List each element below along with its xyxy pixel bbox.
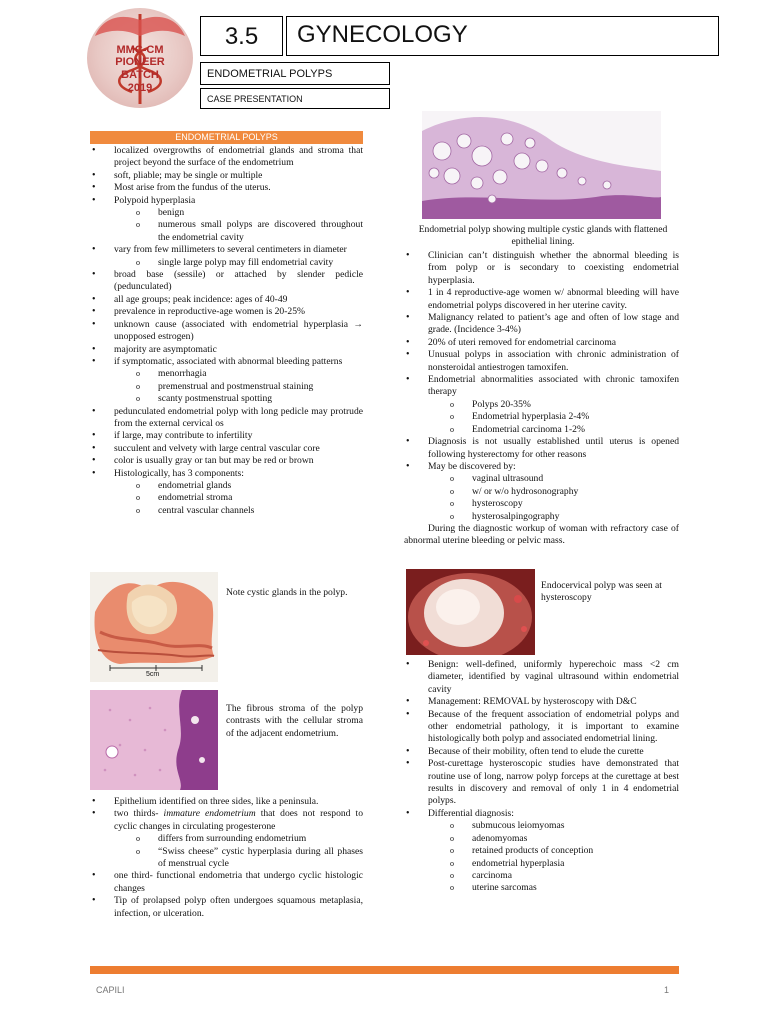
list-item: • Management: REMOVAL by hysteroscopy with D&C <box>404 696 679 708</box>
logo-line-1: MMC-CM <box>116 44 164 56</box>
list-item: • Clinician can’t distinguish whether the abnormal bleeding is from polyp or is secondary to coexisting endometrial hyperplasia. <box>404 250 679 287</box>
topic-title: ENDOMETRIAL POLYPS <box>200 62 390 85</box>
list-item: • Malignancy related to patient’s age and often of low stage and grade. (Incidence 3-4%) <box>404 312 679 337</box>
right-column-bottom <box>404 659 679 895</box>
image-caption: Endometrial polyp showing multiple cystic glands with flattened epithelial lining. <box>418 224 668 248</box>
page-title: GYNECOLOGY <box>286 16 719 56</box>
list-item: • Epithelium identified on three sides, like a peninsula. <box>90 796 363 808</box>
sub-list-item: o benign <box>90 207 363 219</box>
sub-list-item: o carcinoma <box>404 870 679 882</box>
sub-list-item: o retained products of conception <box>404 845 679 857</box>
sub-list-item: o Endometrial hyperplasia 2-4% <box>404 411 679 423</box>
list-item: • soft, pliable; may be single or multiple <box>90 170 363 182</box>
page-number: 1 <box>664 985 670 995</box>
list-item: • if symptomatic, associated with abnormal bleeding patterns <box>90 356 363 368</box>
list-item: • Histologically, has 3 components: <box>90 468 363 480</box>
sub-list-item: o adenomyomas <box>404 833 679 845</box>
section-heading: ENDOMETRIAL POLYPS <box>90 131 363 144</box>
gross-specimen-illustration <box>90 572 218 682</box>
list-item: • localized overgrowths of endometrial glands and stroma that project beyond the surface of the endometrium <box>90 145 363 170</box>
list-item: • pedunculated endometrial polyp with long pedicle may protrude from the external cervical os <box>90 406 363 431</box>
list-item: • succulent and velvety with large central vascular core <box>90 443 363 455</box>
list-item: • prevalence in reproductive-age women is 20-25% <box>90 306 363 318</box>
logo-line-3: BATCH <box>121 69 159 81</box>
logo-line-4: 2019 <box>127 82 153 94</box>
list-item: • Because of their mobility, often tend to elude the curette <box>404 746 679 758</box>
list-item: • May be discovered by: <box>404 461 679 473</box>
list-item: • 20% of uteri removed for endometrial carcinoma <box>404 337 679 349</box>
image-caption: The fibrous stroma of the polyp contrasts with the cellular stroma of the adjacent endometrium. <box>226 703 363 739</box>
list-item: • if large, may contribute to infertility <box>90 430 363 442</box>
batch-logo <box>87 8 193 108</box>
logo-line-2: PIONEER <box>115 56 165 68</box>
list-item: • Post-curettage hysteroscopic studies have demonstrated that routine use of long, narrow polyp forceps at the curettage at best results in discovery and removal of only 1 in 4 endometrial polyps. <box>404 758 679 808</box>
list-item: • Most arise from the fundus of the uterus. <box>90 182 363 194</box>
sub-list-item: o differs from surrounding endometrium <box>90 833 363 845</box>
sub-list-item: o w/ or w/o hydrosonography <box>404 486 679 498</box>
sub-list-item: o Polyps 20-35% <box>404 399 679 411</box>
histology-stroma-image <box>90 690 218 790</box>
immature-endometrium-term: immature endometrium <box>163 808 256 820</box>
right-column-top <box>404 250 679 548</box>
left-column-top <box>90 145 363 517</box>
sub-list-item: o endometrial glands <box>90 480 363 492</box>
section-number: 3.5 <box>200 16 283 56</box>
footer-bar <box>90 966 679 974</box>
sub-list-item: o Endometrial carcinoma 1-2% <box>404 424 679 436</box>
list-item: • all age groups; peak incidence: ages of 40-49 <box>90 294 363 306</box>
footer-author: CAPILI <box>96 985 125 995</box>
list-item: • Polypoid hyperplasia <box>90 195 363 207</box>
sub-list-item: o vaginal ultrasound <box>404 473 679 485</box>
image-caption: Note cystic glands in the polyp. <box>226 587 348 598</box>
sub-list-item: o numerous small polyps are discovered throughout the endometrial cavity <box>90 219 363 244</box>
sub-list-item: o central vascular channels <box>90 505 363 517</box>
sub-list-item: o uterine sarcomas <box>404 882 679 894</box>
list-item: • vary from few millimeters to several centimeters in diameter <box>90 244 363 256</box>
sub-list-item: o premenstrual and postmenstrual staining <box>90 381 363 393</box>
list-item: • unknown cause (associated with endometrial hyperplasia → unopposed estrogen) <box>90 319 363 344</box>
sub-list-item: o hysteroscopy <box>404 498 679 510</box>
two-thirds-tail: that does not respond to cyclic changes in circulating progesterone <box>114 808 363 832</box>
topic-subtitle: CASE PRESENTATION <box>200 88 390 109</box>
list-item: • majority are asymptomatic <box>90 344 363 356</box>
gross-specimen-image <box>90 572 218 682</box>
list-item: • Tip of prolapsed polyp often undergoes squamous metaplasia, infection, or ulceration. <box>90 895 363 920</box>
list-item: • Endometrial abnormalities associated with chronic tamoxifen therapy <box>404 374 679 399</box>
sub-list-item: o hysterosalpingography <box>404 511 679 523</box>
hysteroscopy-illustration <box>406 569 535 655</box>
left-column-bottom <box>90 796 363 920</box>
histology-cystic-glands-image <box>422 111 661 219</box>
list-item: • Benign: well-defined, uniformly hyperechoic mass <2 cm diameter, identified by vaginal ultrasound within endometrial cavity <box>404 659 679 696</box>
histology-stroma-illustration <box>90 690 218 790</box>
scale-bar-label: 5cm <box>146 671 160 678</box>
image-caption: Endocervical polyp was seen at hysteroscopy <box>541 580 662 604</box>
sub-list-item: o menorrhagia <box>90 368 363 380</box>
sub-list-item: o single large polyp may fill endometrial cavity <box>90 257 363 269</box>
list-item: • one third- functional endometria that undergo cyclic histologic changes <box>90 870 363 895</box>
workup-paragraph: During the diagnostic workup of woman with refractory case of abnormal uterine bleeding or pelvic mass. <box>404 522 679 547</box>
hysteroscopy-image <box>406 569 535 655</box>
list-item: • Diagnosis is not usually established until uterus is opened following hysterectomy for other reasons <box>404 436 679 461</box>
sub-list-item: o endometrial hyperplasia <box>404 858 679 870</box>
sub-list-item: o submucous leiomyomas <box>404 820 679 832</box>
list-item: • 1 in 4 reproductive-age women w/ abnormal bleeding will have endometrial polyps discovered in her uterine cavity. <box>404 287 679 312</box>
list-item: • Unusual polyps in association with chronic administration of nonsteroidal antiestrogen tamoxifen. <box>404 349 679 374</box>
list-item: • broad base (sessile) or attached by slender pedicle (pedunculated) <box>90 269 363 294</box>
sub-list-item: o endometrial stroma <box>90 492 363 504</box>
two-thirds-lead: two thirds- <box>114 808 164 820</box>
list-item <box>90 808 363 833</box>
cystic-glands-illustration <box>422 111 661 219</box>
list-item: • Because of the frequent association of endometrial polyps and other endometrial pathology, it is important to examine histologically both polyp and associated endometrial lining. <box>404 709 679 746</box>
sub-list-item: o scanty postmenstrual spotting <box>90 393 363 405</box>
sub-list-item: o “Swiss cheese” cystic hyperplasia during all phases of menstrual cycle <box>90 846 363 871</box>
list-item: • color is usually gray or tan but may be red or brown <box>90 455 363 467</box>
list-item: • Differential diagnosis: <box>404 808 679 820</box>
